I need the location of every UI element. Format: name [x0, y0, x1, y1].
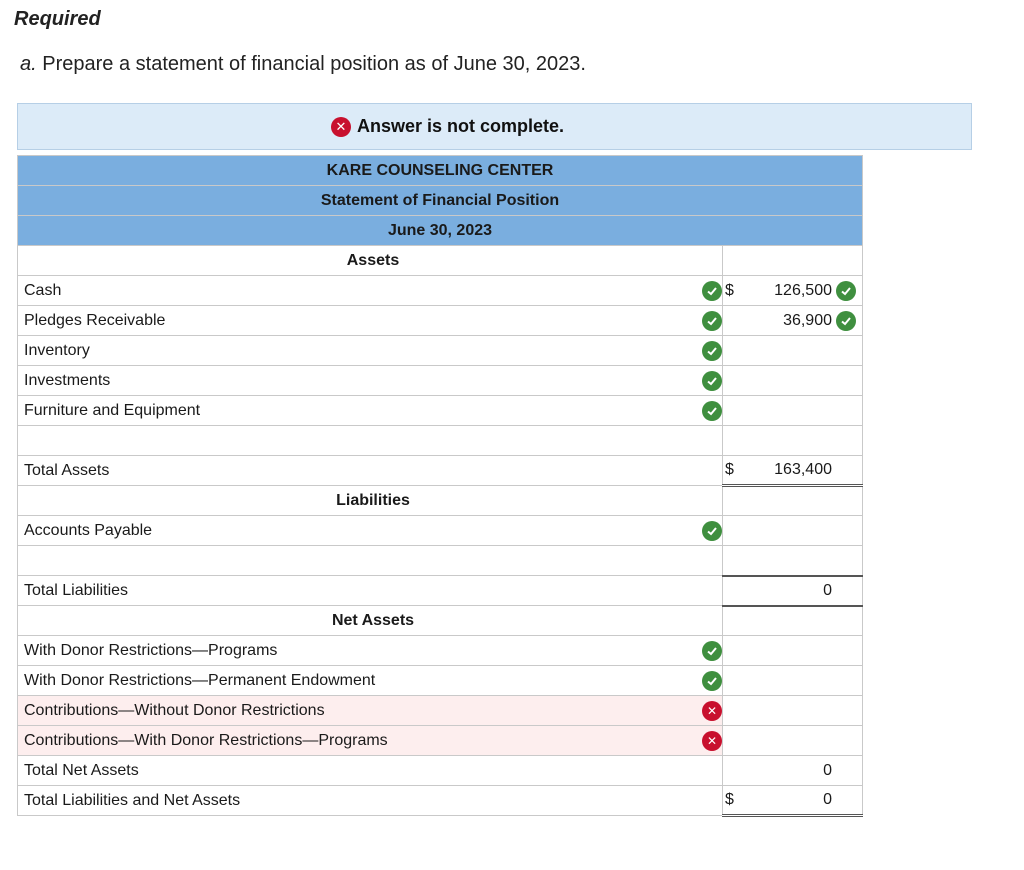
- row-cash-amount[interactable]: $ 126,500: [723, 276, 863, 306]
- check-icon: [702, 671, 722, 691]
- row-cash-label[interactable]: Cash: [18, 276, 723, 306]
- row-accounts-payable-amount[interactable]: [723, 516, 863, 546]
- blank-row-label[interactable]: [18, 426, 723, 456]
- row-total-liabilities-amount[interactable]: 0: [723, 576, 863, 606]
- error-x-icon: ✕: [331, 117, 351, 137]
- row-furniture-amount[interactable]: [723, 396, 863, 426]
- row-furniture-label[interactable]: Furniture and Equipment: [18, 396, 723, 426]
- check-icon: [702, 371, 722, 391]
- row-accounts-payable-label[interactable]: Accounts Payable: [18, 516, 723, 546]
- error-x-icon: ✕: [702, 701, 722, 721]
- empty-cell: [723, 486, 863, 516]
- error-x-icon: ✕: [702, 731, 722, 751]
- check-icon: [702, 641, 722, 661]
- row-pledges-label[interactable]: Pledges Receivable: [18, 306, 723, 336]
- required-heading: Required: [14, 8, 101, 30]
- row-contrib-without-amount[interactable]: [723, 696, 863, 726]
- row-pledges-amount[interactable]: 36,900: [723, 306, 863, 336]
- row-total-liab-net-amount[interactable]: $ 0: [723, 786, 863, 816]
- financial-statement-table: [17, 155, 863, 817]
- check-icon: [702, 311, 722, 331]
- section-net-assets: Net Assets: [18, 606, 723, 636]
- question-letter: a.: [20, 53, 37, 75]
- check-icon: [836, 281, 856, 301]
- question-body: Prepare a statement of financial position as of June 30, 2023.: [42, 53, 586, 75]
- check-icon: [702, 401, 722, 421]
- statement-title: Statement of Financial Position: [18, 186, 863, 216]
- row-contrib-with-label[interactable]: Contributions—With Donor Restrictions—Programs ✕: [18, 726, 723, 756]
- row-investments-amount[interactable]: [723, 366, 863, 396]
- section-liabilities: Liabilities: [18, 486, 723, 516]
- section-assets: Assets: [18, 246, 723, 276]
- answer-status-banner: [17, 103, 972, 150]
- check-icon: [702, 281, 722, 301]
- row-contrib-with-amount[interactable]: [723, 726, 863, 756]
- statement-date: June 30, 2023: [18, 216, 863, 246]
- row-inventory-amount[interactable]: [723, 336, 863, 366]
- row-inventory-label[interactable]: Inventory: [18, 336, 723, 366]
- row-total-net-assets-amount[interactable]: 0: [723, 756, 863, 786]
- check-icon: [836, 311, 856, 331]
- org-name: KARE COUNSELING CENTER: [18, 156, 863, 186]
- row-wdr-endowment-amount[interactable]: [723, 666, 863, 696]
- row-total-assets-amount[interactable]: $ 163,400: [723, 456, 863, 486]
- blank-row-amount[interactable]: [723, 546, 863, 576]
- row-total-liabilities-label: Total Liabilities: [18, 576, 723, 606]
- row-wdr-endowment-label[interactable]: With Donor Restrictions—Permanent Endowment: [18, 666, 723, 696]
- check-icon: [702, 521, 722, 541]
- blank-row-label[interactable]: [18, 546, 723, 576]
- row-total-net-assets-label: Total Net Assets: [18, 756, 723, 786]
- empty-cell: [723, 606, 863, 636]
- question-text: [20, 53, 586, 76]
- row-wdr-programs-label[interactable]: With Donor Restrictions—Programs: [18, 636, 723, 666]
- empty-cell: [723, 246, 863, 276]
- row-total-assets-label: Total Assets: [18, 456, 723, 486]
- row-wdr-programs-amount[interactable]: [723, 636, 863, 666]
- row-contrib-without-label[interactable]: Contributions—Without Donor Restrictions ✕: [18, 696, 723, 726]
- check-icon: [702, 341, 722, 361]
- blank-row-amount[interactable]: [723, 426, 863, 456]
- row-investments-label[interactable]: Investments: [18, 366, 723, 396]
- row-total-liab-net-label: Total Liabilities and Net Assets: [18, 786, 723, 816]
- banner-text: Answer is not complete.: [356, 116, 565, 136]
